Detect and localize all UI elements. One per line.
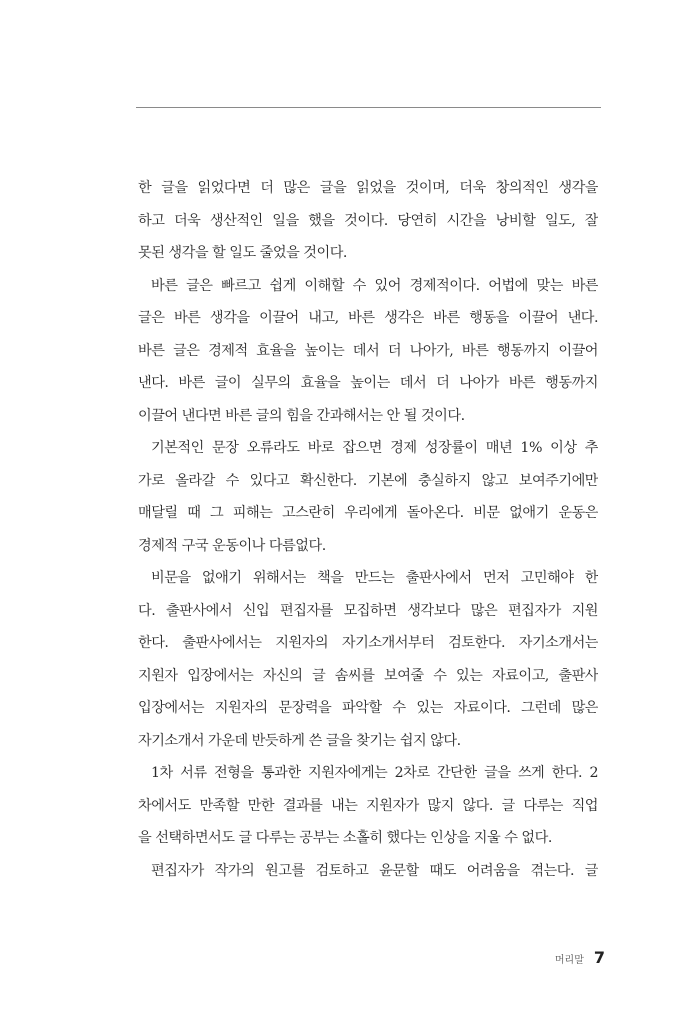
body-text [138, 172, 598, 887]
text-line: 차에서도 만족할 만한 결과를 내는 지원자가 많지 않다. 글 다루는 직업 [138, 797, 598, 814]
text-line: 바른 글은 빠르고 쉽게 이해할 수 있어 경제적이다. 어법에 맞는 바른 [151, 277, 598, 294]
text-line: 한다. 출판사에서는 지원자의 자기소개서부터 검토한다. 자기소개서는 [138, 635, 598, 651]
text-line: 하고 더욱 생산적인 일을 했을 것이다. 당연히 시간을 낭비할 일도, 잘 [138, 212, 598, 229]
text-line: 바른 글은 경제적 효율을 높이는 데서 더 나아가, 바른 행동까지 이끌어 [138, 342, 598, 359]
text-line: 입장에서는 지원자의 문장력을 파악할 수 있는 자료이다. 그런데 많은 [138, 700, 598, 716]
text-line: 매달릴 때 그 피해는 고스란히 우리에게 돌아온다. 비문 없애기 운동은 [138, 505, 598, 521]
running-head: 머리말 [554, 955, 584, 966]
page-number: 7 [593, 948, 605, 967]
text-line: 기본적인 문장 오류라도 바로 잡으면 경제 성장률이 매년 1% 이상 추 [151, 440, 598, 456]
header-rule [136, 107, 601, 108]
text-line: 경제적 구국 운동이나 다름없다. [138, 537, 326, 554]
text-line: 자기소개서 가운데 반듯하게 쓴 글을 찾기는 쉽지 않다. [138, 732, 461, 749]
text-line: 다. 출판사에서 신입 편집자를 모집하면 생각보다 많은 편집자가 지원 [138, 602, 598, 619]
text-line: 글은 바른 생각을 이끌어 내고, 바른 생각은 바른 행동을 이끌어 낸다. [138, 310, 598, 326]
text-line: 지원자 입장에서는 자신의 글 솜씨를 보여줄 수 있는 자료이고, 출판사 [138, 667, 598, 684]
page-footer [555, 948, 605, 970]
text-line: 못된 생각을 할 일도 줄었을 것이다. [138, 245, 347, 261]
text-line: 1차 서류 전형을 통과한 지원자에게는 2차로 간단한 글을 쓰게 한다. 2 [151, 765, 598, 781]
text-line: 가로 올라갈 수 있다고 확신한다. 기본에 충실하지 않고 보여주기에만 [138, 472, 598, 489]
text-line: 낸다. 바른 글이 실무의 효율을 높이는 데서 더 나아가 바른 행동까지 [138, 375, 598, 391]
text-line: 한 글을 읽었다면 더 많은 글을 읽었을 것이며, 더욱 창의적인 생각을 [138, 180, 598, 196]
text-line: 편집자가 작가의 원고를 검토하고 윤문할 때도 어려움을 겪는다. 글 [151, 862, 598, 879]
text-line: 비문을 없애기 위해서는 책을 만드는 출판사에서 먼저 고민해야 한 [151, 570, 598, 586]
text-line: 을 선택하면서도 글 다루는 공부는 소홀히 했다는 인상을 지울 수 없다. [138, 830, 552, 846]
text-line: 이끌어 낸다면 바른 글의 힘을 간과해서는 안 될 것이다. [138, 407, 465, 424]
